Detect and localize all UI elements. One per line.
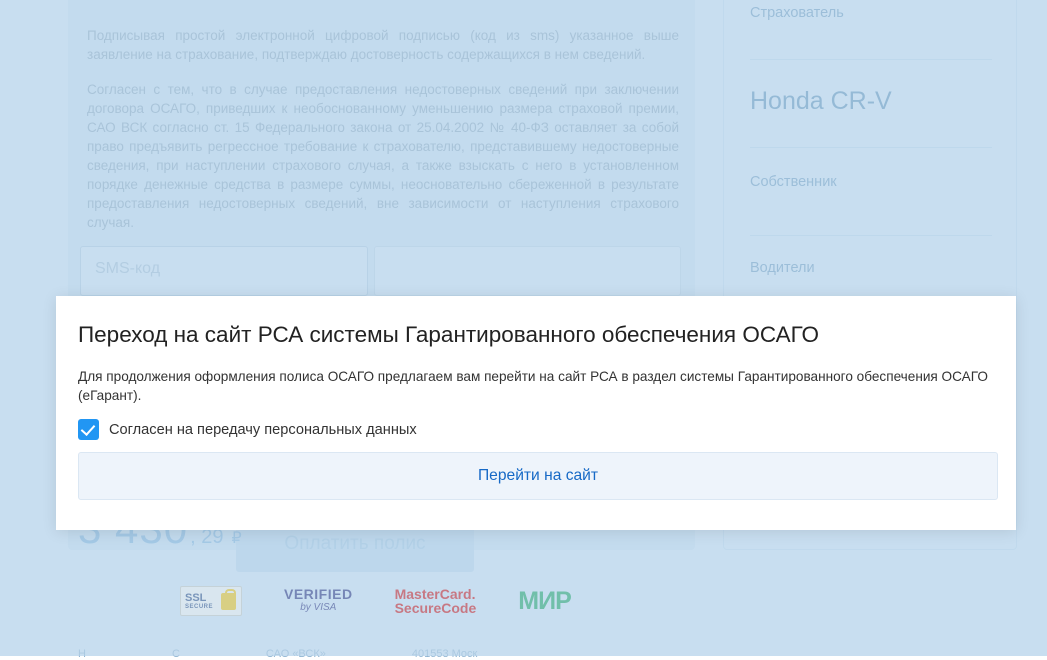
- consent-row[interactable]: [78, 419, 994, 440]
- go-to-site-button[interactable]: Перейти на сайт: [78, 452, 998, 500]
- dialog-title: Переход на сайт РСА системы Гарантированного обеспечения ОСАГО: [78, 322, 820, 347]
- consent-label: Согласен на передачу персональных данных: [109, 421, 417, 438]
- consent-checkbox[interactable]: [78, 419, 99, 440]
- rsa-redirect-dialog: [56, 296, 1016, 530]
- dialog-description: Для продолжения оформления полиса ОСАГО предлагаем вам перейти на сайт РСА в раздел системы Гарантированного обеспечения ОСАГО (еГарант).: [78, 369, 988, 403]
